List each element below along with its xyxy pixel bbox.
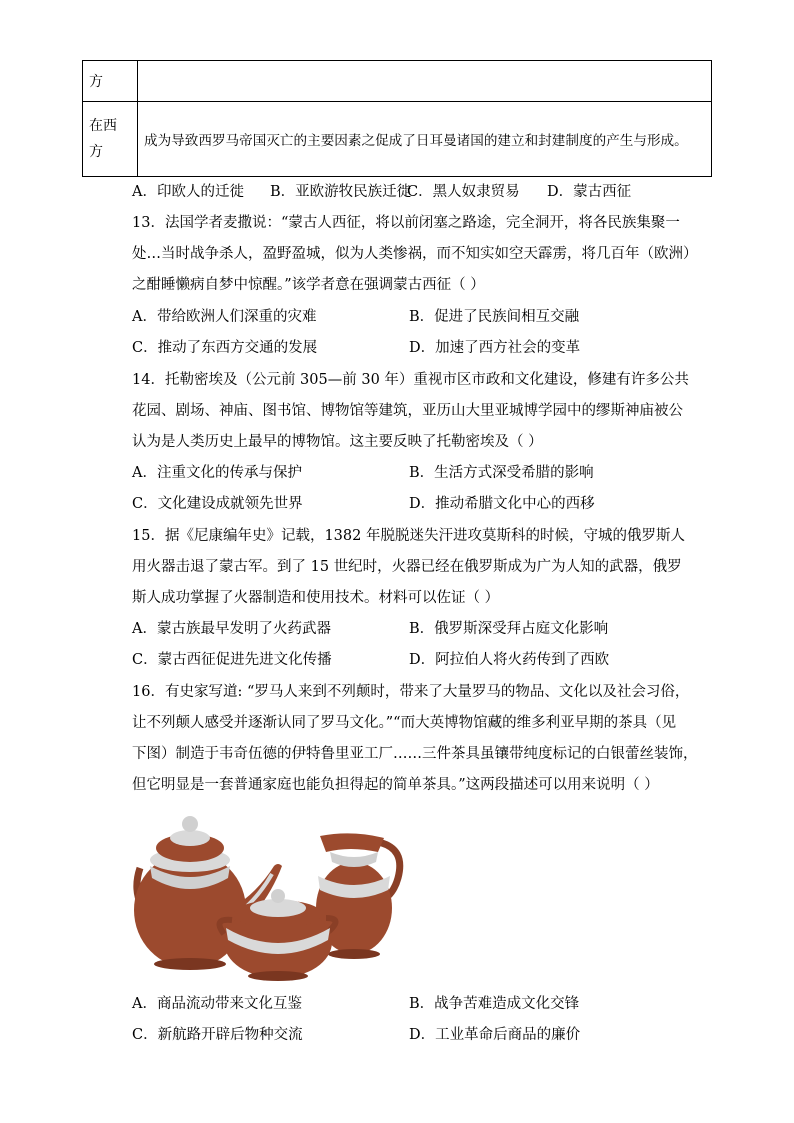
question-13-text: 处…当时战争杀人，盈野盈城，似为人类惨祸，而不知实如空天霹雳，将几百年（欧洲） — [132, 246, 698, 262]
question-13-text: 13．法国学者麦撒说：“蒙古人西征，将以前闭塞之路途，完全洞开，将各民族集聚一 — [132, 215, 680, 231]
option-c[interactable]: C．文化建设成就领先世界 — [132, 496, 303, 512]
teaset-illustration — [132, 808, 404, 983]
question-15-text: 用火器击退了蒙古军。到了 15 世纪时，火器已经在俄罗斯成为广为人知的武器，俄罗 — [132, 559, 682, 575]
question-15-text: 斯人成功掌握了火器制造和使用技术。材料可以佐证（ ） — [132, 590, 500, 606]
question-16-text: 但它明显是一套普通家庭也能负担得起的简单茶具。”这两段描述可以用来说明（ ） — [132, 777, 659, 793]
question-16-text: 下图）制造于韦奇伍德的伊特鲁里亚工厂……三件茶具虽镶带纯度标记的白银蕾丝装饰， — [132, 746, 698, 762]
option-a[interactable]: A．蒙古族最早发明了火药武器 — [132, 621, 331, 637]
option-b[interactable]: B．生活方式深受希腊的影响 — [409, 465, 594, 481]
option-c[interactable]: C．蒙古西征促进先进文化传播 — [132, 652, 332, 668]
option-c[interactable]: C．新航路开辟后物种交流 — [132, 1027, 303, 1043]
option-b[interactable]: B．促进了民族间相互交融 — [409, 309, 580, 325]
option-d[interactable]: D．蒙古西征 — [547, 184, 632, 200]
question-13-text: 之酣睡懒病自梦中惊醒。”该学者意在强调蒙古西征（ ） — [132, 277, 485, 293]
option-b[interactable]: B．亚欧游牧民族迁徙 — [270, 184, 412, 200]
option-a[interactable]: A．商品流动带来文化互鉴 — [132, 996, 302, 1012]
option-c[interactable]: C．黑人奴隶贸易 — [407, 184, 520, 200]
table-row — [83, 61, 712, 102]
table-row-label: 方 — [83, 61, 138, 102]
option-a[interactable]: A．印欧人的迁徙 — [132, 184, 244, 200]
option-d[interactable]: D．工业革命后商品的廉价 — [409, 1027, 581, 1043]
table-cell-content: 成为导致西罗马帝国灭亡的主要因素之促成了日耳曼诸国的建立和封建制度的产生与形成。 — [138, 102, 712, 177]
question-14-text: 14．托勒密埃及（公元前 305—前 30 年）重视市区市政和文化建设，修建有许多公共 — [132, 372, 689, 388]
option-a[interactable]: A．带给欧洲人们深重的灾难 — [132, 309, 317, 325]
option-d[interactable]: D．推动希腊文化中心的西移 — [409, 496, 595, 512]
option-d[interactable]: D．阿拉伯人将火药传到了西欧 — [409, 652, 610, 668]
table-cell-empty — [138, 61, 712, 102]
option-a[interactable]: A．注重文化的传承与保护 — [132, 465, 302, 481]
question-14-text: 认为是人类历史上最早的博物馆。这主要反映了托勒密埃及（ ） — [132, 434, 543, 450]
comparison-table-fragment — [82, 60, 712, 177]
table-row — [83, 102, 712, 177]
option-d[interactable]: D．加速了西方社会的变革 — [409, 340, 581, 356]
table-row-label: 在西 方 — [83, 102, 138, 177]
question-16-text: 16．有史家写道: “罗马人来到不列颠时，带来了大量罗马的物品、文化以及社会习俗， — [132, 684, 690, 700]
question-14-text: 花园、剧场、神庙、图书馆、博物馆等建筑，亚历山大里亚城博学园中的缪斯神庙被公 — [132, 403, 683, 419]
question-15-text: 15．据《尼康编年史》记载，1382 年脱脱迷失汗进攻莫斯科的时候，守城的俄罗斯人 — [132, 528, 685, 544]
teaset-image — [132, 808, 404, 983]
option-c[interactable]: C．推动了东西方交通的发展 — [132, 340, 318, 356]
question-16-text: 让不列颠人感受并逐渐认同了罗马文化。”“而大英博物馆藏的维多利亚早期的茶具（见 — [132, 715, 677, 731]
option-b[interactable]: B．俄罗斯深受拜占庭文化影响 — [409, 621, 609, 637]
option-b[interactable]: B．战争苦难造成文化交锋 — [409, 996, 580, 1012]
